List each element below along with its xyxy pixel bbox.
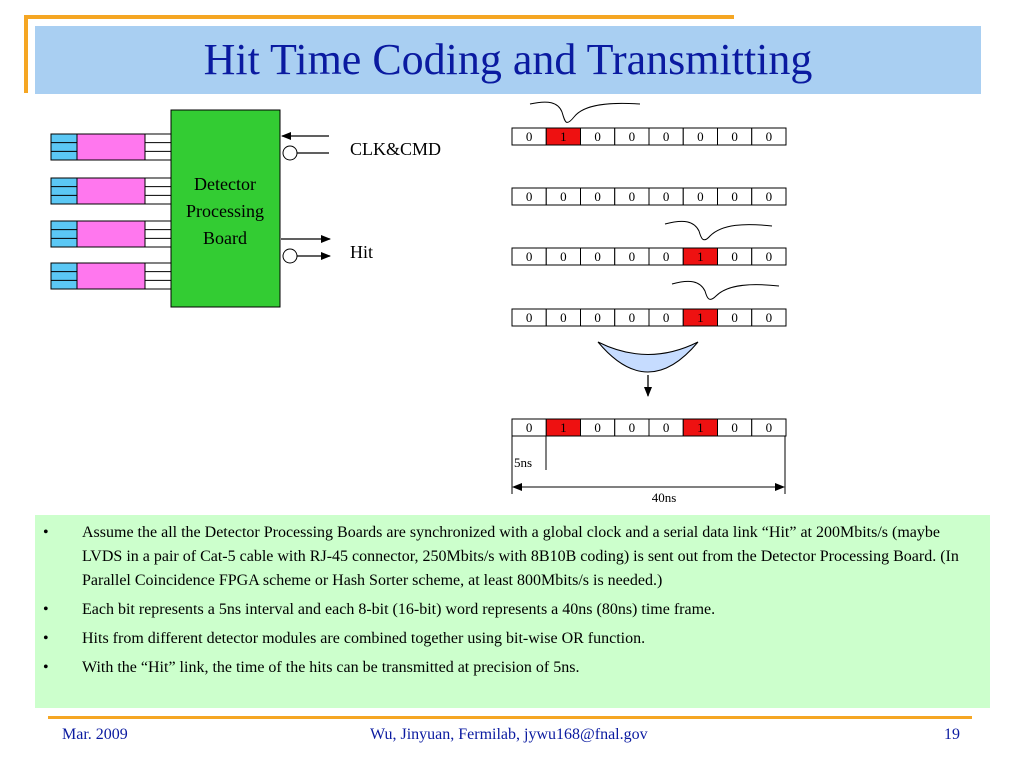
note-text-2: Each bit represents a 5ns interval and each 8-bit (16-bit) word represents a 40ns (80ns) time frame. (82, 601, 716, 618)
module-body (77, 263, 145, 289)
bit-value: 0 (525, 310, 533, 325)
bit-value: 0 (765, 420, 773, 435)
bit-value: 0 (594, 129, 601, 144)
detector-module-1 (51, 134, 171, 160)
detector-module-4 (51, 263, 171, 289)
bit-value: 1 (697, 310, 704, 325)
module-connector (51, 134, 77, 160)
bit-value: 1 (560, 420, 567, 435)
bit-value: 0 (560, 189, 567, 204)
module-cable (145, 178, 171, 204)
frame-arrowhead-right (775, 483, 785, 491)
clk-inverter-bubble (283, 146, 297, 160)
module-body (77, 178, 145, 204)
bit-value: 0 (594, 420, 601, 435)
bit-value: 0 (560, 249, 567, 264)
bit-word-4 (512, 309, 786, 326)
bit-value: 0 (731, 189, 738, 204)
bit-value: 0 (525, 129, 533, 144)
note-item (35, 598, 970, 622)
frame-label: 40ns (651, 490, 677, 505)
bit-value: 1 (560, 129, 567, 144)
board-label-line-3: Board (203, 228, 247, 248)
bit-words (512, 128, 786, 436)
bit-value: 0 (628, 310, 636, 325)
bit-value: 0 (662, 420, 670, 435)
bullet: • (43, 601, 49, 618)
bit-value: 0 (765, 189, 773, 204)
module-cable (145, 221, 171, 247)
note-text-3: Hits from different detector modules are combined together using bit-wise OR function. (82, 630, 646, 647)
bit-value: 0 (594, 310, 601, 325)
bit-value: 0 (662, 310, 670, 325)
hit-label: Hit (350, 242, 374, 262)
bit-word-1 (512, 128, 786, 145)
bit-value: 0 (697, 189, 704, 204)
bit-value: 0 (662, 249, 670, 264)
bullet: • (43, 524, 49, 541)
bullet: • (43, 630, 49, 647)
footer-page-number: 19 (944, 726, 960, 743)
bit-value: 0 (765, 249, 773, 264)
bit-value: 0 (662, 189, 670, 204)
slide-title: Hit Time Coding and Transmitting (203, 35, 813, 84)
bullet: • (43, 659, 49, 676)
bit-value: 1 (697, 420, 704, 435)
bit-value: 0 (731, 310, 738, 325)
module-body (77, 134, 145, 160)
bit-interval-label: 5ns (514, 455, 533, 470)
bit-value: 0 (731, 129, 738, 144)
bit-word-2 (512, 188, 786, 205)
bit-value: 0 (697, 129, 704, 144)
notes-box (35, 515, 990, 708)
bit-value: 0 (765, 129, 773, 144)
footer-author: Wu, Jinyuan, Fermilab, jywu168@fnal.gov (370, 726, 648, 743)
pulse-waveform-1 (530, 102, 640, 122)
bit-value: 0 (525, 189, 533, 204)
footer-rule (48, 716, 972, 719)
bit-value: 0 (525, 420, 533, 435)
bit-value: 0 (628, 249, 636, 264)
clk-cmd-label: CLK&CMD (350, 139, 442, 159)
bit-value: 0 (731, 420, 738, 435)
detector-module-2 (51, 178, 171, 204)
footer-date: Mar. 2009 (62, 726, 128, 743)
pulse-waveform-3 (672, 281, 779, 299)
bit-value: 0 (628, 189, 636, 204)
module-cable (145, 263, 171, 289)
bit-value: 0 (525, 249, 533, 264)
module-connector (51, 178, 77, 204)
pulse-waveform-2 (665, 221, 772, 239)
bit-word-3 (512, 248, 786, 265)
module-connector (51, 221, 77, 247)
module-body (77, 221, 145, 247)
detector-module-3 (51, 221, 171, 247)
note-item (35, 656, 970, 680)
bit-word-5 (512, 419, 786, 436)
module-cable (145, 134, 171, 160)
bit-value: 0 (594, 189, 601, 204)
or-combine-symbol (598, 342, 698, 372)
board-label-line-1: Detector (194, 174, 256, 194)
bit-value: 0 (662, 129, 670, 144)
bit-value: 0 (628, 420, 636, 435)
board-label-line-2: Processing (186, 201, 264, 221)
note-text-4: With the “Hit” link, the time of the hits can be transmitted at precision of 5ns. (82, 659, 580, 676)
bit-value: 0 (560, 310, 567, 325)
bit-value: 0 (628, 129, 636, 144)
note-item (35, 627, 970, 651)
bit-value: 0 (765, 310, 773, 325)
note-text-1: Assume the all the Detector Processing Boards are synchronized with a global clock and a serial data link “Hit” at 200Mbits/s (maybe LVDS in a pair of Cat-5 cable with RJ-45 connector, 250Mbits/s with 8B10B coding) is sent out from the Detector Processing Board. (In Parallel Coincidence FPGA scheme or Hash Sorter scheme, at least 800Mbits/s is needed.) (82, 524, 959, 589)
bit-value: 1 (697, 249, 704, 264)
hit-inverter-bubble (283, 249, 297, 263)
bit-value: 0 (731, 249, 738, 264)
module-connector (51, 263, 77, 289)
detector-modules (51, 134, 171, 289)
bit-value: 0 (594, 249, 601, 264)
frame-arrowhead-left (512, 483, 522, 491)
note-item (35, 521, 970, 593)
